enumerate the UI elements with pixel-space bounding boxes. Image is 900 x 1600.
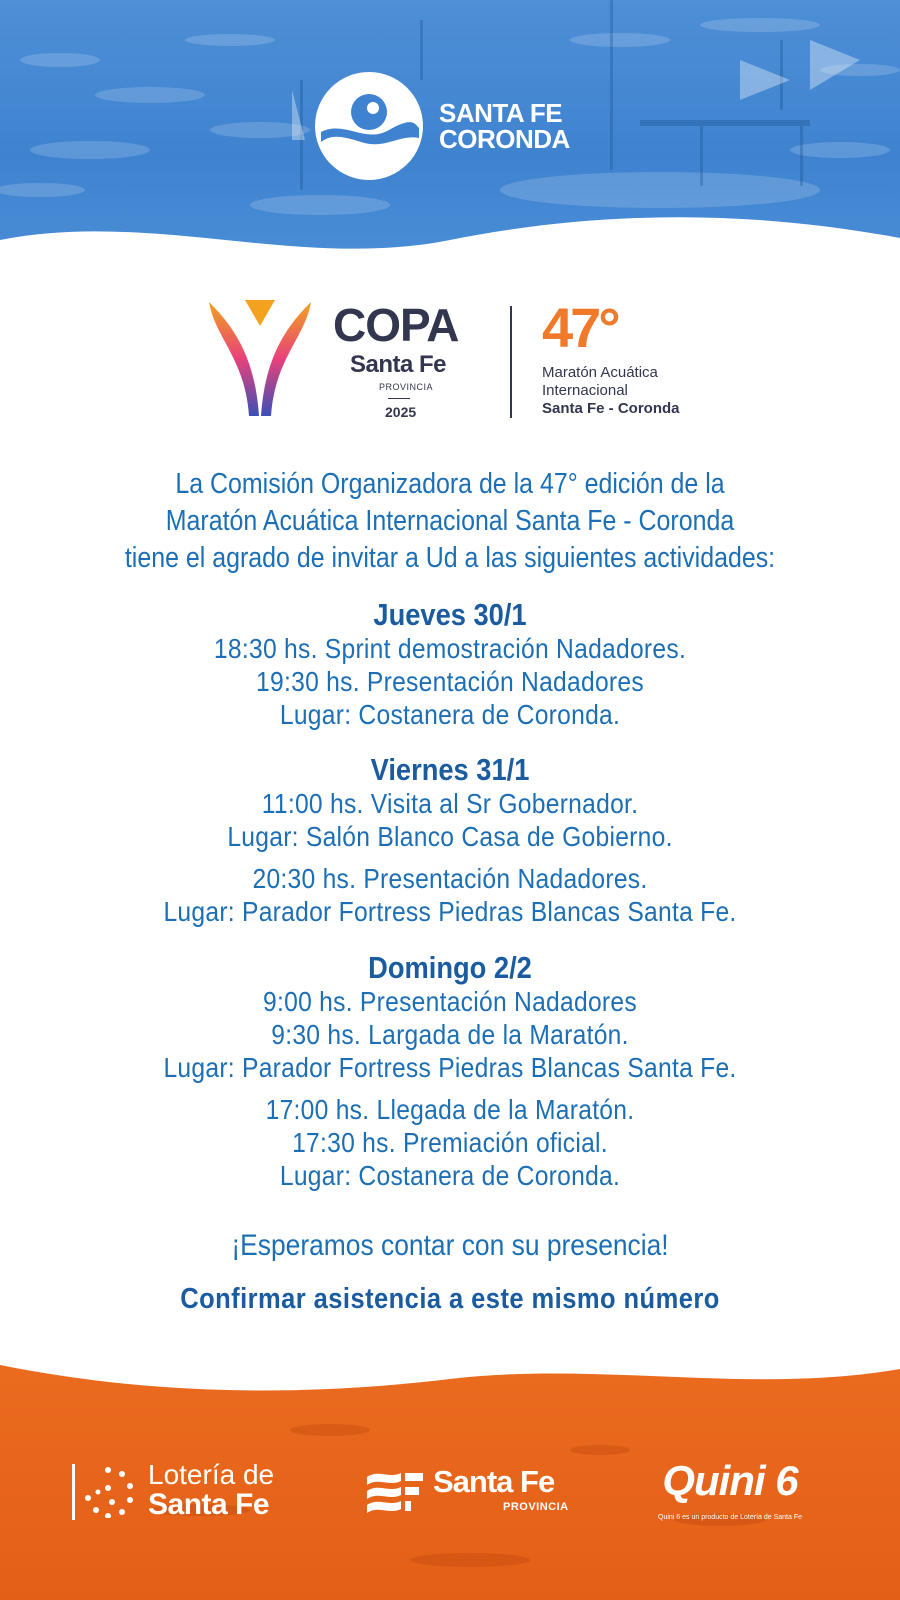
day-title: Viernes 31/1 [370,752,530,787]
intro-line-3: tiene el agrado de invitar a Ud a las siguientes actividades: [124,542,776,574]
loteria-line-2: Santa Fe [148,1488,270,1521]
schedule-line: 17:00 hs. Llegada de la Maratón. [265,1094,635,1125]
schedule-line: 9:30 hs. Largada de la Maratón. [271,1019,629,1050]
brand-name [439,100,570,152]
swimmer-wave-icon [315,72,423,180]
dots-icon [82,1466,134,1518]
schedule-line: 18:30 hs. Sprint demostración Nadadores. [213,633,687,664]
edition-number: 47° [542,296,618,359]
bottom-wave-divider [0,1355,900,1405]
schedule-line: 20:30 hs. Presentación Nadadores. [252,863,648,894]
brand-line-2: CORONDA [439,124,570,154]
schedule-line: 9:00 hs. Presentación Nadadores [263,986,637,1017]
loteria-santa-fe-logo [70,1460,300,1530]
spacer [54,1084,846,1093]
schedule-line: Lugar: Parador Fortress Piedras Blancas Santa Fe. [163,1052,737,1083]
rsvp-message: Confirmar asistencia a este mismo número [180,1283,720,1315]
sfp-line-2: PROVINCIA [503,1501,569,1513]
santa-fe-flag-icon [365,1469,425,1513]
brand-line-1: SANTA FE [439,98,563,128]
schedule-line: Lugar: Costanera de Coronda. [279,699,621,730]
intro-line-2: Maratón Acuática Internacional Santa Fe - Coronda [165,505,735,537]
closing-message: ¡Esperamos contar con su presencia! [231,1229,669,1262]
copa-rule [388,398,410,399]
sfp-line-1: Santa Fe [433,1464,555,1499]
schedule-line: 17:30 hs. Premiación oficial. [292,1127,608,1158]
santa-fe-provincia-logo [365,1465,585,1525]
spacer [54,853,846,862]
intro-paragraph [63,466,837,577]
schedule-line: Lugar: Costanera de Coronda. [279,1160,621,1191]
copa-title: COPA [333,299,459,351]
day-title: Domingo 2/2 [368,950,532,985]
maraton-line-3: Santa Fe - Coronda [542,400,680,417]
top-wave-divider [0,210,900,270]
santa-fe-coronda-logo [315,72,570,180]
event-logos [205,298,705,423]
logo-divider [510,306,512,418]
copa-subtitle: Santa Fe [350,351,447,378]
schedule-viernes [54,752,846,928]
quini-note: Quini 6 es un producto de Lotería de Santa Fe [658,1514,802,1521]
schedule-line: 19:30 hs. Presentación Nadadores [256,666,644,697]
schedule-domingo [54,950,846,1192]
maraton-line-1: Maratón Acuática [542,364,658,381]
logo-bar [72,1464,75,1520]
copa-province: PROVINCIA [379,382,434,392]
copa-santa-fe-icon [205,298,315,420]
day-title: Jueves 30/1 [373,597,527,632]
quini-title: Quini 6 [662,1457,798,1504]
quini-6-logo [645,1458,835,1530]
copa-year: 2025 [385,404,417,420]
schedule-jueves [54,597,846,731]
maraton-line-2: Internacional [542,382,628,399]
intro-line-1: La Comisión Organizadora de la 47° edición de la [175,468,725,500]
schedule-line: Lugar: Parador Fortress Piedras Blancas Santa Fe. [163,896,737,927]
schedule-line: 11:00 hs. Visita al Sr Gobernador. [261,788,639,819]
loteria-line-1: Lotería de [148,1459,275,1490]
schedule-line: Lugar: Salón Blanco Casa de Gobierno. [227,821,673,852]
